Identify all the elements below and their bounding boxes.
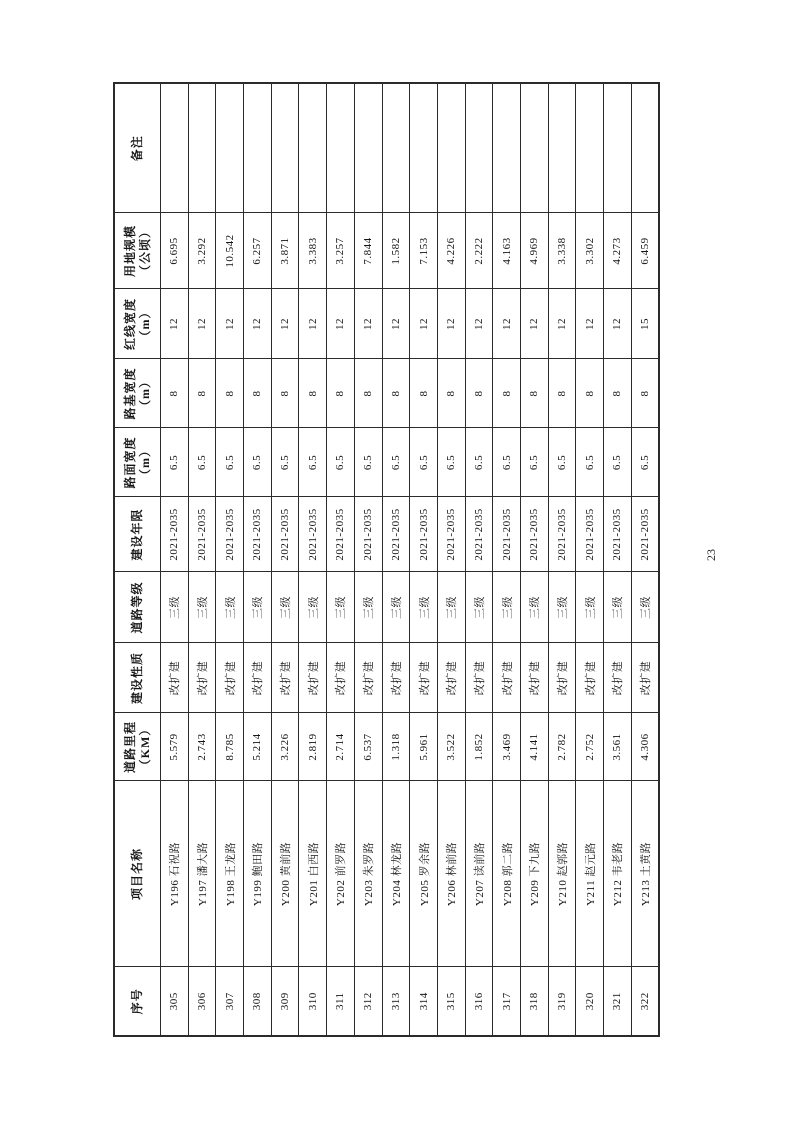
col-header-road-grade [114, 572, 161, 643]
cell-redline: 12 [161, 289, 189, 359]
cell-name: Y205 罗余路 [410, 781, 438, 967]
cell-nature: 改扩建 [631, 643, 659, 713]
cell-land: 4.969 [520, 213, 548, 289]
cell-remark [437, 83, 465, 213]
header-unit: （公顷） [137, 225, 152, 278]
col-header-land-scale [114, 213, 161, 289]
cell-serial: 312 [354, 967, 382, 1036]
cell-nature: 改扩建 [327, 643, 355, 713]
cell-land: 6.459 [631, 213, 659, 289]
cell-grade: 三级 [604, 572, 632, 643]
cell-years: 2021-2035 [410, 497, 438, 572]
cell-remark [216, 83, 244, 213]
cell-remark [548, 83, 576, 213]
cell-redline: 12 [271, 289, 299, 359]
cell-roadbed: 8 [354, 359, 382, 428]
cell-mileage: 2.782 [548, 713, 576, 781]
header-label: 红线宽度 [122, 298, 137, 351]
cell-mileage: 2.752 [576, 713, 604, 781]
col-header-construction-nature [114, 643, 161, 713]
cell-grade: 三级 [188, 572, 216, 643]
cell-pavement: 6.5 [188, 428, 216, 497]
cell-land: 3.338 [548, 213, 576, 289]
cell-years: 2021-2035 [520, 497, 548, 572]
cell-name: Y208 郭二路 [493, 781, 521, 967]
cell-redline: 12 [604, 289, 632, 359]
cell-land: 4.226 [437, 213, 465, 289]
cell-grade: 三级 [354, 572, 382, 643]
cell-grade: 三级 [327, 572, 355, 643]
cell-roadbed: 8 [520, 359, 548, 428]
table-header-row [114, 83, 161, 1036]
table-row [465, 83, 493, 1036]
page-number: 23 [704, 549, 718, 561]
cell-roadbed: 8 [161, 359, 189, 428]
header-label: 备注 [130, 135, 144, 162]
cell-pavement: 6.5 [410, 428, 438, 497]
cell-name: Y207 读前路 [465, 781, 493, 967]
col-header-construction-years [114, 497, 161, 572]
cell-mileage: 5.579 [161, 713, 189, 781]
cell-years: 2021-2035 [271, 497, 299, 572]
cell-nature: 改扩建 [604, 643, 632, 713]
cell-years: 2021-2035 [299, 497, 327, 572]
cell-serial: 316 [465, 967, 493, 1036]
cell-redline: 12 [437, 289, 465, 359]
cell-land: 1.582 [382, 213, 410, 289]
header-label: 项目名称 [130, 848, 144, 901]
cell-roadbed: 8 [410, 359, 438, 428]
col-header-redline-width [114, 289, 161, 359]
cell-redline: 12 [520, 289, 548, 359]
cell-mileage: 6.537 [354, 713, 382, 781]
cell-pavement: 6.5 [465, 428, 493, 497]
cell-roadbed: 8 [216, 359, 244, 428]
cell-grade: 三级 [437, 572, 465, 643]
cell-years: 2021-2035 [631, 497, 659, 572]
cell-years: 2021-2035 [604, 497, 632, 572]
col-header-remark [114, 83, 161, 213]
cell-remark [327, 83, 355, 213]
cell-pavement: 6.5 [354, 428, 382, 497]
cell-name: Y209 下九路 [520, 781, 548, 967]
cell-redline: 12 [465, 289, 493, 359]
cell-mileage: 5.214 [244, 713, 272, 781]
cell-pavement: 6.5 [604, 428, 632, 497]
cell-pavement: 6.5 [631, 428, 659, 497]
cell-name: Y203 朱罗路 [354, 781, 382, 967]
cell-grade: 三级 [299, 572, 327, 643]
rotated-table-area [113, 84, 659, 1037]
table-row [161, 83, 189, 1036]
table-row [631, 83, 659, 1036]
cell-land: 6.695 [161, 213, 189, 289]
cell-pavement: 6.5 [437, 428, 465, 497]
cell-pavement: 6.5 [271, 428, 299, 497]
header-unit: （m） [137, 444, 152, 481]
cell-serial: 321 [604, 967, 632, 1036]
col-header-pavement-width [114, 428, 161, 497]
cell-redline: 12 [299, 289, 327, 359]
table-row [576, 83, 604, 1036]
cell-land: 10.542 [216, 213, 244, 289]
table-row [216, 83, 244, 1036]
cell-mileage: 5.961 [410, 713, 438, 781]
cell-land: 3.257 [327, 213, 355, 289]
cell-nature: 改扩建 [271, 643, 299, 713]
table-row [410, 83, 438, 1036]
cell-name: Y201 白西路 [299, 781, 327, 967]
cell-grade: 三级 [465, 572, 493, 643]
cell-remark [576, 83, 604, 213]
cell-redline: 12 [493, 289, 521, 359]
cell-roadbed: 8 [188, 359, 216, 428]
cell-mileage: 1.852 [465, 713, 493, 781]
cell-redline: 12 [188, 289, 216, 359]
table-row [548, 83, 576, 1036]
cell-remark [604, 83, 632, 213]
cell-pavement: 6.5 [548, 428, 576, 497]
cell-years: 2021-2035 [437, 497, 465, 572]
cell-pavement: 6.5 [161, 428, 189, 497]
table-row [382, 83, 410, 1036]
cell-roadbed: 8 [271, 359, 299, 428]
cell-land: 7.153 [410, 213, 438, 289]
cell-redline: 12 [548, 289, 576, 359]
cell-serial: 309 [271, 967, 299, 1036]
cell-serial: 318 [520, 967, 548, 1036]
cell-redline: 15 [631, 289, 659, 359]
cell-serial: 320 [576, 967, 604, 1036]
cell-grade: 三级 [382, 572, 410, 643]
cell-remark [410, 83, 438, 213]
cell-redline: 12 [354, 289, 382, 359]
cell-nature: 改扩建 [188, 643, 216, 713]
cell-years: 2021-2035 [576, 497, 604, 572]
table-row [244, 83, 272, 1036]
cell-redline: 12 [327, 289, 355, 359]
table-row [354, 83, 382, 1036]
table-row [493, 83, 521, 1036]
cell-remark [271, 83, 299, 213]
cell-roadbed: 8 [631, 359, 659, 428]
road-projects-table [113, 82, 660, 1037]
header-label: 序号 [130, 988, 144, 1015]
cell-land: 3.302 [576, 213, 604, 289]
cell-mileage: 3.226 [271, 713, 299, 781]
cell-nature: 改扩建 [576, 643, 604, 713]
cell-remark [188, 83, 216, 213]
cell-mileage: 4.306 [631, 713, 659, 781]
cell-mileage: 2.743 [188, 713, 216, 781]
cell-nature: 改扩建 [161, 643, 189, 713]
cell-remark [161, 83, 189, 213]
cell-remark [382, 83, 410, 213]
cell-years: 2021-2035 [327, 497, 355, 572]
cell-pavement: 6.5 [382, 428, 410, 497]
cell-roadbed: 8 [493, 359, 521, 428]
table-row [604, 83, 632, 1036]
cell-name: Y213 土黄路 [631, 781, 659, 967]
cell-serial: 315 [437, 967, 465, 1036]
header-unit: （m） [137, 375, 152, 412]
header-unit: （m） [137, 305, 152, 343]
cell-grade: 三级 [161, 572, 189, 643]
cell-grade: 三级 [244, 572, 272, 643]
col-header-roadbed-width [114, 359, 161, 428]
cell-serial: 305 [161, 967, 189, 1036]
cell-roadbed: 8 [244, 359, 272, 428]
cell-land: 2.222 [465, 213, 493, 289]
table-row [271, 83, 299, 1036]
cell-nature: 改扩建 [548, 643, 576, 713]
cell-roadbed: 8 [604, 359, 632, 428]
cell-roadbed: 8 [576, 359, 604, 428]
cell-serial: 313 [382, 967, 410, 1036]
cell-serial: 308 [244, 967, 272, 1036]
cell-mileage: 3.469 [493, 713, 521, 781]
cell-nature: 改扩建 [465, 643, 493, 713]
cell-nature: 改扩建 [354, 643, 382, 713]
cell-years: 2021-2035 [244, 497, 272, 572]
cell-grade: 三级 [520, 572, 548, 643]
cell-roadbed: 8 [437, 359, 465, 428]
cell-nature: 改扩建 [520, 643, 548, 713]
cell-years: 2021-2035 [493, 497, 521, 572]
cell-mileage: 8.785 [216, 713, 244, 781]
cell-name: Y198 王龙路 [216, 781, 244, 967]
cell-grade: 三级 [493, 572, 521, 643]
col-header-project-name [114, 781, 161, 967]
cell-mileage: 3.561 [604, 713, 632, 781]
header-label: 路基宽度 [122, 367, 137, 420]
table-body [161, 83, 659, 1036]
header-label: 建设性质 [130, 652, 144, 705]
cell-roadbed: 8 [548, 359, 576, 428]
cell-remark [631, 83, 659, 213]
cell-land: 3.292 [188, 213, 216, 289]
cell-mileage: 2.714 [327, 713, 355, 781]
cell-mileage: 1.318 [382, 713, 410, 781]
cell-land: 4.273 [604, 213, 632, 289]
cell-remark [244, 83, 272, 213]
cell-grade: 三级 [576, 572, 604, 643]
cell-name: Y212 韦老路 [604, 781, 632, 967]
cell-nature: 改扩建 [216, 643, 244, 713]
cell-roadbed: 8 [465, 359, 493, 428]
cell-remark [493, 83, 521, 213]
cell-serial: 311 [327, 967, 355, 1036]
cell-name: Y200 黄前路 [271, 781, 299, 967]
table-row [327, 83, 355, 1036]
cell-roadbed: 8 [327, 359, 355, 428]
col-header-mileage [114, 713, 161, 781]
cell-pavement: 6.5 [327, 428, 355, 497]
cell-serial: 306 [188, 967, 216, 1036]
cell-name: Y196 石祝路 [161, 781, 189, 967]
cell-remark [465, 83, 493, 213]
cell-nature: 改扩建 [493, 643, 521, 713]
cell-years: 2021-2035 [548, 497, 576, 572]
cell-remark [299, 83, 327, 213]
cell-name: Y197 潘大路 [188, 781, 216, 967]
cell-serial: 310 [299, 967, 327, 1036]
table-row [188, 83, 216, 1036]
table-row [437, 83, 465, 1036]
cell-grade: 三级 [548, 572, 576, 643]
cell-name: Y199 鲍田路 [244, 781, 272, 967]
cell-pavement: 6.5 [520, 428, 548, 497]
cell-years: 2021-2035 [188, 497, 216, 572]
cell-redline: 12 [410, 289, 438, 359]
cell-years: 2021-2035 [382, 497, 410, 572]
cell-serial: 317 [493, 967, 521, 1036]
header-label: 道路里程 [122, 721, 137, 774]
cell-redline: 12 [216, 289, 244, 359]
cell-redline: 12 [244, 289, 272, 359]
header-label: 路面宽度 [122, 436, 137, 489]
cell-name: Y204 林龙路 [382, 781, 410, 967]
cell-remark [354, 83, 382, 213]
cell-pavement: 6.5 [576, 428, 604, 497]
cell-pavement: 6.5 [493, 428, 521, 497]
cell-name: Y206 林前路 [437, 781, 465, 967]
cell-land: 7.844 [354, 213, 382, 289]
cell-land: 3.383 [299, 213, 327, 289]
cell-nature: 改扩建 [299, 643, 327, 713]
cell-nature: 改扩建 [410, 643, 438, 713]
cell-grade: 三级 [410, 572, 438, 643]
cell-land: 6.257 [244, 213, 272, 289]
cell-serial: 319 [548, 967, 576, 1036]
cell-years: 2021-2035 [465, 497, 493, 572]
cell-years: 2021-2035 [354, 497, 382, 572]
cell-roadbed: 8 [382, 359, 410, 428]
cell-pavement: 6.5 [244, 428, 272, 497]
cell-nature: 改扩建 [244, 643, 272, 713]
cell-nature: 改扩建 [382, 643, 410, 713]
header-label: 用地规模 [122, 225, 137, 278]
cell-roadbed: 8 [299, 359, 327, 428]
cell-serial: 322 [631, 967, 659, 1036]
cell-redline: 12 [576, 289, 604, 359]
cell-mileage: 2.819 [299, 713, 327, 781]
header-label: 道路等级 [130, 581, 144, 634]
cell-land: 4.163 [493, 213, 521, 289]
cell-nature: 改扩建 [437, 643, 465, 713]
table-row [299, 83, 327, 1036]
cell-years: 2021-2035 [216, 497, 244, 572]
col-header-serial [114, 967, 161, 1036]
cell-mileage: 3.522 [437, 713, 465, 781]
header-unit: （KM） [137, 722, 152, 772]
cell-remark [520, 83, 548, 213]
table-row [520, 83, 548, 1036]
cell-years: 2021-2035 [161, 497, 189, 572]
cell-name: Y211 赵元路 [576, 781, 604, 967]
cell-grade: 三级 [631, 572, 659, 643]
cell-name: Y210 赵郭路 [548, 781, 576, 967]
cell-grade: 三级 [271, 572, 299, 643]
cell-pavement: 6.5 [216, 428, 244, 497]
cell-land: 3.871 [271, 213, 299, 289]
cell-serial: 314 [410, 967, 438, 1036]
cell-name: Y202 前罗路 [327, 781, 355, 967]
cell-mileage: 4.141 [520, 713, 548, 781]
cell-serial: 307 [216, 967, 244, 1036]
header-label: 建设年限 [130, 508, 144, 561]
cell-grade: 三级 [216, 572, 244, 643]
cell-redline: 12 [382, 289, 410, 359]
cell-pavement: 6.5 [299, 428, 327, 497]
